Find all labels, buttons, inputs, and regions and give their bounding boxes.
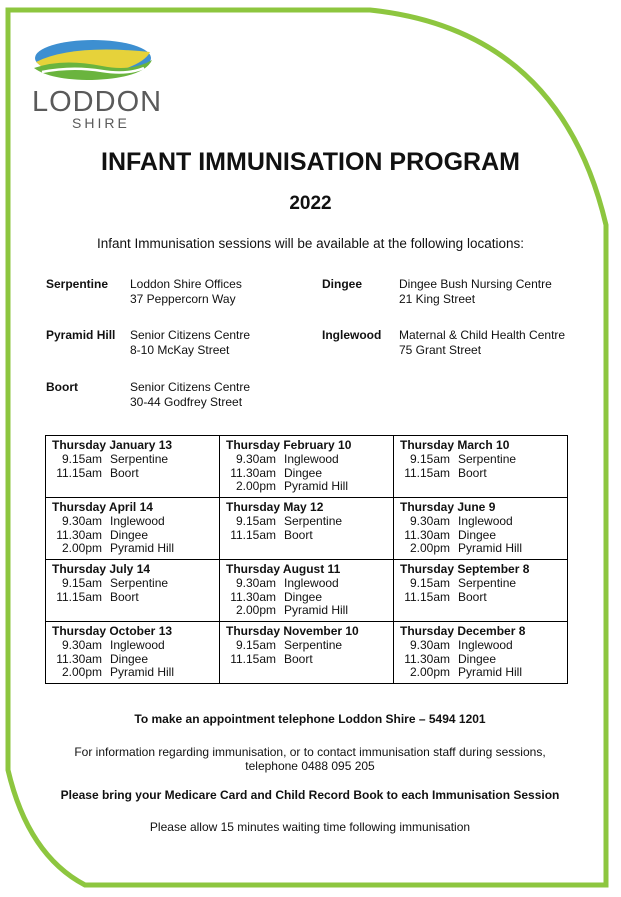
address-line: Senior Citizens Centre <box>130 328 251 342</box>
session-place: Boort <box>458 465 487 480</box>
session-place: Boort <box>284 527 313 542</box>
session-line <box>400 653 561 667</box>
table-row <box>46 498 568 560</box>
address-line: 30-44 Godfrey Street <box>130 395 243 409</box>
schedule-cell <box>394 436 568 498</box>
session-time: 9.15am <box>61 576 102 590</box>
session-line <box>52 591 213 605</box>
location-address <box>399 328 565 358</box>
session-line <box>400 542 561 556</box>
session-time: 9.15am <box>235 638 276 652</box>
session-time: 11.15am <box>404 465 450 480</box>
session-place: Serpentine <box>110 452 169 466</box>
address-line: 75 Grant Street <box>399 343 482 357</box>
session-line <box>400 639 561 653</box>
schedule-cell <box>220 436 394 498</box>
session-time: 9.30am <box>61 514 102 528</box>
session-place: Boort <box>110 589 139 604</box>
session-place: Inglewood <box>284 576 339 590</box>
address-line: Senior Citizens Centre <box>130 380 251 394</box>
session-place: Serpentine <box>284 638 343 652</box>
info-line: telephone 0488 095 205 <box>245 759 375 773</box>
session-time: 11.30am <box>404 651 450 666</box>
session-place: Dingee <box>110 651 149 666</box>
session-place: Dingee <box>284 589 323 604</box>
session-time: 11.30am <box>56 651 102 666</box>
location-name: Dingee <box>322 277 363 291</box>
table-row <box>46 560 568 622</box>
logo-subtitle: SHIRE <box>72 115 130 131</box>
page-title: INFANT IMMUNISATION PROGRAM <box>101 148 520 176</box>
session-time: 2.00pm <box>235 479 276 493</box>
schedule-cell <box>46 436 220 498</box>
session-time: 11.15am <box>56 589 102 604</box>
session-line <box>400 515 561 529</box>
session-time: 9.15am <box>409 452 450 466</box>
session-date: Thursday October 13 <box>52 624 173 638</box>
session-line <box>52 653 213 667</box>
appointment-text: To make an appointment telephone Loddon Shire – 5494 1201 <box>134 712 486 726</box>
session-place: Inglewood <box>110 638 165 652</box>
session-time: 9.15am <box>61 452 102 466</box>
session-line <box>226 577 387 591</box>
schedule-cell <box>220 622 394 684</box>
info-line: For information regarding immunisation, or to contact immunisation staff during sessions, <box>74 745 546 759</box>
session-time: 2.00pm <box>61 665 102 679</box>
session-place: Inglewood <box>458 514 513 528</box>
session-time: 11.30am <box>230 465 276 480</box>
table-row <box>46 622 568 684</box>
session-time: 2.00pm <box>61 541 102 555</box>
session-date: Thursday February 10 <box>226 438 352 452</box>
session-time: 2.00pm <box>235 603 276 617</box>
session-line <box>52 666 213 680</box>
session-time: 9.30am <box>409 514 450 528</box>
session-date: Thursday June 9 <box>400 500 496 514</box>
session-line <box>400 591 561 605</box>
session-time: 9.15am <box>409 576 450 590</box>
session-place: Inglewood <box>110 514 165 528</box>
session-line <box>226 453 387 467</box>
session-place: Serpentine <box>458 452 517 466</box>
session-place: Pyramid Hill <box>458 665 523 679</box>
schedule-table <box>45 435 568 684</box>
session-place: Serpentine <box>458 576 517 590</box>
session-date: Thursday November 10 <box>226 624 359 638</box>
location-name: Inglewood <box>322 328 382 342</box>
session-place: Inglewood <box>458 638 513 652</box>
session-time: 9.15am <box>235 514 276 528</box>
session-place: Pyramid Hill <box>284 479 349 493</box>
address-line: Loddon Shire Offices <box>130 277 242 291</box>
location-address <box>130 380 250 410</box>
session-date: Thursday April 14 <box>52 500 153 514</box>
session-place: Dingee <box>458 527 497 542</box>
session-place: Inglewood <box>284 452 339 466</box>
session-line <box>52 529 213 543</box>
session-line <box>400 529 561 543</box>
session-place: Serpentine <box>110 576 169 590</box>
session-line <box>400 467 561 481</box>
session-line <box>226 467 387 481</box>
address-line: 21 King Street <box>399 292 476 306</box>
location-address <box>399 277 552 307</box>
location-address <box>130 328 250 358</box>
session-line <box>52 453 213 467</box>
logo-wordmark: LODDON <box>32 86 163 118</box>
session-line <box>400 577 561 591</box>
session-line <box>226 653 387 667</box>
session-place: Boort <box>458 589 487 604</box>
session-time: 11.30am <box>404 527 450 542</box>
session-time: 11.30am <box>56 527 102 542</box>
schedule-cell <box>220 498 394 560</box>
session-line <box>400 666 561 680</box>
session-date: Thursday March 10 <box>400 438 510 452</box>
session-place: Dingee <box>110 527 149 542</box>
address-line: 37 Peppercorn Way <box>130 292 236 306</box>
schedule-cell <box>394 498 568 560</box>
session-line <box>226 639 387 653</box>
session-place: Boort <box>110 465 139 480</box>
location-name: Pyramid Hill <box>46 328 116 342</box>
schedule-cell <box>394 560 568 622</box>
session-line <box>226 604 387 618</box>
session-line <box>52 467 213 481</box>
session-time: 9.30am <box>409 638 450 652</box>
session-time: 11.15am <box>230 527 276 542</box>
session-line <box>52 577 213 591</box>
session-time: 2.00pm <box>409 665 450 679</box>
location-name: Serpentine <box>46 277 109 291</box>
session-line <box>52 542 213 556</box>
session-date: Thursday September 8 <box>400 562 530 576</box>
session-time: 11.15am <box>404 589 450 604</box>
schedule-cell <box>220 560 394 622</box>
session-time: 11.15am <box>56 465 102 480</box>
address-line: 8-10 McKay Street <box>130 343 230 357</box>
session-time: 11.30am <box>230 589 276 604</box>
session-line <box>226 591 387 605</box>
session-place: Pyramid Hill <box>284 603 349 617</box>
location-name: Boort <box>46 380 78 394</box>
session-line <box>226 515 387 529</box>
session-date: Thursday December 8 <box>400 624 526 638</box>
address-line: Maternal & Child Health Centre <box>399 328 566 342</box>
session-line <box>226 480 387 494</box>
session-place: Dingee <box>458 651 497 666</box>
session-time: 2.00pm <box>409 541 450 555</box>
session-time: 11.15am <box>230 651 276 666</box>
session-time: 9.30am <box>61 638 102 652</box>
location-address <box>130 277 242 307</box>
session-place: Pyramid Hill <box>110 665 175 679</box>
session-line <box>52 515 213 529</box>
schedule-cell <box>46 498 220 560</box>
session-line <box>226 529 387 543</box>
info-text <box>30 745 590 773</box>
table-row <box>46 436 568 498</box>
session-date: Thursday May 12 <box>226 500 324 514</box>
program-year: 2022 <box>289 193 332 214</box>
bring-documents-text: Please bring your Medicare Card and Child Record Book to each Immunisation Session <box>60 788 560 802</box>
session-place: Pyramid Hill <box>110 541 175 555</box>
session-time: 9.30am <box>235 452 276 466</box>
session-place: Boort <box>284 651 313 666</box>
session-date: Thursday August 11 <box>226 562 341 576</box>
session-line <box>52 639 213 653</box>
session-line <box>400 453 561 467</box>
intro-text: Infant Immunisation sessions will be available at the following locations: <box>97 236 524 251</box>
session-date: Thursday July 14 <box>52 562 151 576</box>
landscape-logo-icon <box>32 38 154 82</box>
session-time: 9.30am <box>235 576 276 590</box>
waiting-time-text: Please allow 15 minutes waiting time following immunisation <box>149 820 471 834</box>
session-date: Thursday January 13 <box>52 438 173 452</box>
schedule-cell <box>46 560 220 622</box>
schedule-cell <box>46 622 220 684</box>
session-place: Serpentine <box>284 514 343 528</box>
schedule-cell <box>394 622 568 684</box>
session-place: Pyramid Hill <box>458 541 523 555</box>
address-line: Dingee Bush Nursing Centre <box>399 277 552 291</box>
session-place: Dingee <box>284 465 323 480</box>
loddon-shire-logo <box>28 38 163 133</box>
